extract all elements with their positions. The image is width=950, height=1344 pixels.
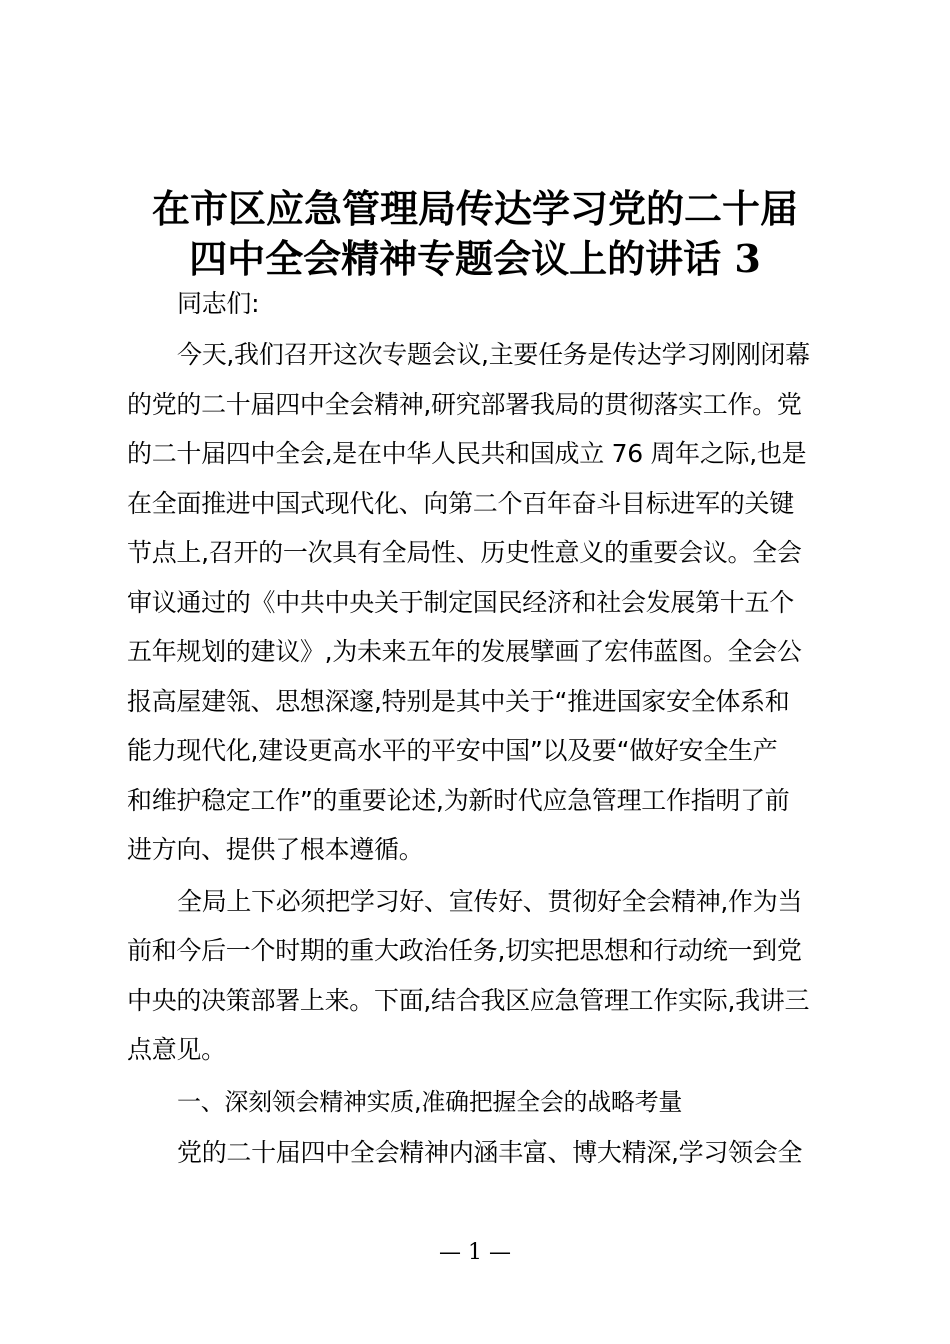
salutation: 同志们: [177, 289, 260, 318]
paragraph-line: 今天,我们召开这次专题会议,主要任务是传达学习刚刚闭幕 [177, 340, 810, 369]
paragraph-line: 能力现代化,建设更高水平的平安中国”以及要“做好安全生产 [127, 736, 778, 765]
paragraph-line: 前和今后一个时期的重大政治任务,切实把思想和行动统一到党 [127, 936, 802, 965]
paragraph-line: 审议通过的《中共中央关于制定国民经济和社会发展第十五个 [127, 588, 794, 617]
paragraph-line: 中央的决策部署上来。下面,结合我区应急管理工作实际,我讲三 [127, 986, 810, 1015]
paragraph-line: 报高屋建瓴、思想深邃,特别是其中关于“推进国家安全体系和 [127, 687, 790, 716]
document-title-line-1: 在市区应急管理局传达学习党的二十届 [151, 186, 798, 231]
paragraph-line: 党的二十届四中全会精神内涵丰富、博大精深,学习领会全 [177, 1138, 803, 1167]
paragraph-line: 在全面推进中国式现代化、向第二个百年奋斗目标进军的关键 [127, 489, 794, 518]
paragraph-line: 的党的二十届四中全会精神,研究部署我局的贯彻落实工作。党 [127, 390, 802, 419]
paragraph-line: 点意见。 [127, 1035, 226, 1064]
paragraph-line: 五年规划的建议》,为未来五年的发展擘画了宏伟蓝图。全会公 [127, 637, 802, 666]
page-number: — 1 — [439, 1240, 511, 1265]
paragraph-line: 的二十届四中全会,是在中华人民共和国成立 76 周年之际,也是 [127, 439, 807, 468]
paragraph-line: 全局上下必须把学习好、宣传好、贯彻好全会精神,作为当 [177, 887, 803, 916]
paragraph-line: 节点上,召开的一次具有全局性、历史性意义的重要会议。全会 [127, 538, 802, 567]
paragraph-line: 进方向、提供了根本遵循。 [127, 835, 424, 864]
document-title-line-2: 四中全会精神专题会议上的讲话 3 [189, 236, 761, 281]
paragraph-line: 和维护稳定工作”的重要论述,为新时代应急管理工作指明了前 [127, 786, 790, 815]
section-heading: 一、深刻领会精神实质,准确把握全会的战略考量 [177, 1088, 683, 1116]
